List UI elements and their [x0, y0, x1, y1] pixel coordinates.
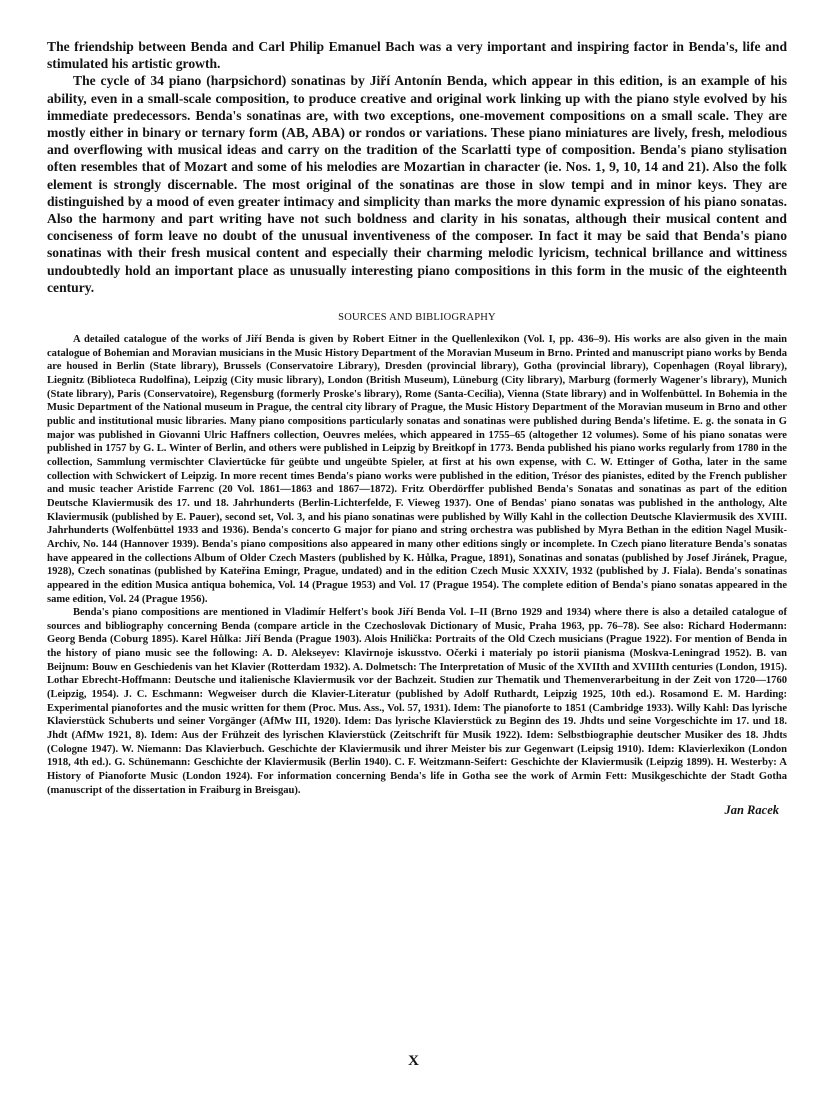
sources-heading: SOURCES AND BIBLIOGRAPHY	[338, 312, 496, 324]
author-signature: Jan Racek	[724, 803, 779, 818]
page-number: X	[408, 1053, 419, 1069]
intro-paragraph-2: The cycle of 34 piano (harpsichord) sonatinas by Jiří Antonín Benda, which appear in this edition, is an example of his ability, even in a small-scale composition, to produce creative and original work linking up with the piano style evolved by his immediate predecessors. Benda's sonatinas are, with two exceptions, one-movement compositions on a small scale. They are mostly either in binary or ternary form (AB, ABA) or rondos or variations. These piano miniatures are lively, fresh, melodious and overflowing with musical ideas and carry on the tradition of the Scarlatti type of composition. Benda's piano stylisation often resembles that of Mozart and some of his melodies are Mozartian in character (ie. Nos. 1, 9, 10, 14 and 21). Also the folk element is strongly discernable. The most original of the sonatinas are those in slow tempi and in minor keys. They are distinguished by a mood of even greater intimacy and simplicity than marks the more dynamic expression of his piano sonatas. Also the harmony and part writing have not such boldness and clarity in his sonatas, although their musical content and conciseness of form leave no doubt of the unusual inventiveness of the composer. In fact it may be said that Benda's piano sonatinas with their fresh musical content and especially their charming melodic lyricism, technical brillance and wittiness undoubtedly hold an important place as unusually interesting piano compositions in this form in the music of the eighteenth century.	[47, 73, 787, 295]
document-body	[47, 38, 787, 818]
sources-paragraph-1: A detailed catalogue of the works of Jiří Benda is given by Robert Eitner in the Quellenlexikon (Vol. I, pp. 436–9). His works are also given in the main catalogue of Bohemian and Moravian musicians in the Music History Department of the Moravian Museum in Brno. Printed and manuscript piano works by Benda are housed in Berlin (State library), Brussels (Conservatoire Library), Dresden (provincial library), Gotha (provincial library), Copenhagen (Royal library), Liegnitz (Biblioteca Rudolfina), Leipzig (City music library), London (British Museum), Lüneburg (City library), Marburg (formerly Wagener's library), Munich (State library), Paris (Conservatoire), Regensburg (formerly Proske's library), Rome (Santa-Cecilia), Vienna (State library) and in Wolfenbüttel. In Bohemia in the Music Department of the National museum in Prague, the central city library of Prague, the Music History Department of the Moravian museum in Brno and other public and institutional music libraries. Many piano compositions particularly sonatas and sonatinas were published during Benda's lifetime. E. g. the sonata in G major was published in Giovanni Ulric Haffners collection, Oeuvres melées, which appeared in 1755–65 (altogether 12 volumes). Some of his piano sonatas were published in 1757 by G. L. Winter of Berlin, and others were published in Leipzig by Breitkopf in 1773. Benda published his piano works regularly from 1780 in the collection, Sammlung vermischter Claviertücke für geübte und ungeübte Spieler, at first at his own expense, with C. W. Ettinger of Gotha, later in the same collection with Schwickert of Leipzig. In more recent times Benda's piano works were published in the edition, Trésor des pianistes, edited by the French publisher and music teacher Aristide Farrenc (20 Vol. 1861—1863 and 1867—1872). Fritz Oberdörffer published Benda's Sonatas and sonatinas as part of the edition Deutsche Klaviermusik des 17. und 18. Jahrhunderts (Berlin-Lichterfelde, F. Vieweg 1937). One of Bendas' piano sonatas was published in the anthology, Alte Klaviermusik (published by E. Pauer), second set, Vol. 3, and his piano sonatinas were published by Willy Kahl in the collection Deutsche Klaviermusik des XVIII. Jahrhunderts (Wolfenbüttel 1933 and 1936). Benda's concerto G major for piano and string orchestra was published by Myra Bethan in the edition Nagel Musik-Archiv, No. 144 (Hannover 1939). Benda's piano compositions also appeared in many other editions singly or incomplete. In Czech piano literature Benda's sonatas have appeared in the collections Album of Older Czech Masters (published by K. Hůlka, Prague, 1891), Sonatinas and sonatas (published by Josef Jiránek, Prague, 1928), Czech sonatinas (published by Kateřina Emingr, Prague, undated) and in the edition Czech Music XXXIV, 1932 (published by J. Fiala). Benda's sonatinas appeared in the edition Musica antiqua bohemica, Vol. 14 (Prague 1953) and Vol. 17 (Prague 1954). The complete edition of Benda's piano sonatas appeared in the same edition, Vol. 24 (Prague 1956).	[47, 334, 787, 605]
introduction-section	[47, 38, 787, 296]
sources-paragraph-2: Benda's piano compositions are mentioned in Vladimír Helfert's book Jiří Benda Vol. I–II (Brno 1929 and 1934) where there is also a detailed catalogue of sources and bibliography concerning Benda (compare article in the Czechoslovak Dictionary of Music, Praha 1963, pp. 76–78). See also: Richard Hodermann: Georg Benda (Coburg 1895). Karel Hůlka: Jiří Benda (Prague 1903). Alois Hnilička: Portraits of the Old Czech musicians (Prague 1922). For mention of Benda in the history of piano music see the following: A. D. Alekseyev: Klavirnoje iskusstvo. Očerki i materialy po istorii pianisma (Moskva-Leningrad 1952). B. van Beijnum: Bouw en Geschiedenis van het Klavier (Rotterdam 1932). A. Dolmetsch: The Interpretation of Music of the XVIIth and XVIIIth centuries (London, 1915). Lothar Ebrecht-Hoffmann: Deutsche und italienische Klaviermusik vor der Bachzeit. Studien zur Thematik und Themenverarbeitung in der Zeit von 1720—1760 (Leipzig, 1954). J. C. Eschmann: Wegweiser durch die Klavier-Literatur (published by Adolf Ruthardt, Leipzig 1925, 10th ed.). Rosamond E. M. Harding: Experimental pianofortes and the music written for them (Proc. Mus. Ass., Vol. 57, 1931). Idem: The pianoforte to 1851 (Cambridge 1933). Willy Kahl: Das lyrische Klavierstück Schuberts und seiner Vorgänger (AfMw III, 1920). Idem: Das lyrische Klavierstück zu Beginn des 19. Jhdts und seine Vorgeschichte im 17. und 18. Jhdt (AfMw 1921, 8). Idem: Aus der Frühzeit des lyrischen Klavierstück (Zeitschrift für Musik 1922). Idem: Selbstbiographie deutscher Musiker des 18. Jhdts (Cologne 1947). W. Niemann: Das Klavierbuch. Geschichte der Klaviermusik und ihrer Meister bis zur Gegenwart (Leipsig 1910). Idem: Klavierlexikon (London 1918, 4th ed.). G. Schünemann: Geschichte der Klaviermusik (Berlin 1940). C. F. Weitzmann-Seifert: Geschichte der Klaviermusik (Leipzig 1899). H. Westerby: A History of Pianoforte Music (London 1924). For information concerning Benda's life in Gotha see the work of Armin Fett: Musikgeschichte der Stadt Gotha (manuscript of the dissertation in Fraiburg in Breisgau).	[47, 607, 787, 796]
intro-paragraph-1: The friendship between Benda and Carl Philip Emanuel Bach was a very important and inspiring factor in Benda's, life and stimulated his artistic growth.	[47, 39, 787, 72]
sources-section	[47, 333, 787, 797]
